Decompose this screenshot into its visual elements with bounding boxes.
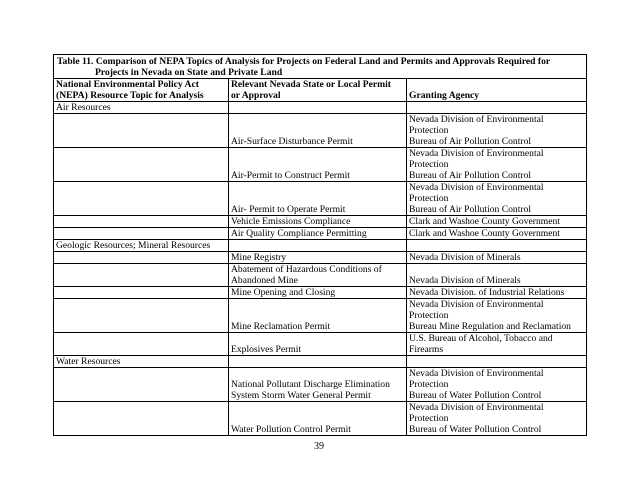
cell-topic [54, 228, 229, 240]
cell-topic [54, 240, 229, 252]
cell-line: System Storm Water General Permit [231, 390, 371, 401]
cell-agency [407, 182, 587, 216]
cell-agency [407, 114, 587, 148]
cell-line: Protection [409, 310, 449, 321]
cell-line: Nevada Division. of Industrial Relations [409, 287, 565, 298]
cell-topic [54, 148, 229, 182]
cell-permit [229, 102, 407, 114]
cell-topic [54, 264, 229, 287]
header-line: (NEPA) Resource Topic for Analysis [56, 90, 204, 101]
cell-permit [229, 368, 407, 402]
cell-line: Air- Permit to Operate Permit [231, 204, 346, 215]
table-row [54, 228, 587, 240]
cell-line: Water Pollution Control Permit [231, 424, 351, 435]
comparison-table [53, 54, 587, 436]
table-row [54, 264, 587, 287]
cell-permit [229, 182, 407, 216]
cell-line: Protection [409, 159, 449, 170]
cell-line: Mine Reclamation Permit [231, 321, 331, 332]
cell-line: Bureau of Air Pollution Control [409, 136, 532, 147]
cell-line: Nevada Division of Environmental [409, 368, 544, 379]
table-row [54, 287, 587, 299]
cell-line: Nevada Division of Environmental [409, 402, 544, 413]
cell-topic [54, 287, 229, 299]
cell-line: Air Resources [56, 102, 111, 113]
cell-permit [229, 240, 407, 252]
header-nepa-topic [54, 79, 229, 102]
category-row [54, 102, 587, 114]
table-row [54, 114, 587, 148]
page-number: 39 [314, 441, 324, 452]
cell-line: Explosives Permit [231, 344, 302, 355]
header-agency [407, 79, 587, 102]
cell-agency [407, 148, 587, 182]
cell-permit [229, 252, 407, 264]
cell-agency [407, 264, 587, 287]
cell-permit [229, 148, 407, 182]
cell-line: Air Quality Compliance Permitting [231, 228, 367, 239]
cell-line: Nevada Division of Environmental [409, 114, 544, 125]
table-row [54, 299, 587, 333]
cell-line: U.S. Bureau of Alcohol, Tobacco and [409, 333, 553, 344]
cell-agency [407, 356, 587, 368]
cell-line: Protection [409, 193, 449, 204]
cell-topic [54, 402, 229, 436]
cell-line: Bureau of Air Pollution Control [409, 170, 532, 181]
cell-permit [229, 216, 407, 228]
table-caption [54, 55, 587, 79]
cell-agency [407, 287, 587, 299]
cell-line: Air-Surface Disturbance Permit [231, 136, 353, 147]
table-caption-row [54, 55, 587, 79]
cell-topic [54, 333, 229, 356]
cell-line: Nevada Division of Environmental [409, 299, 544, 310]
cell-agency [407, 333, 587, 356]
header-permit [229, 79, 407, 102]
cell-permit [229, 402, 407, 436]
cell-agency [407, 252, 587, 264]
cell-topic [54, 102, 229, 114]
cell-line: Abatement of Hazardous Conditions of [231, 264, 382, 275]
table-row [54, 368, 587, 402]
table-row [54, 333, 587, 356]
cell-line: Nevada Division of Environmental [409, 148, 544, 159]
cell-line: Protection [409, 379, 449, 390]
cell-line: Vehicle Emissions Compliance [231, 216, 351, 227]
cell-line: Clark and Washoe County Government [409, 216, 560, 227]
cell-topic [54, 114, 229, 148]
table-row [54, 252, 587, 264]
cell-agency [407, 368, 587, 402]
cell-line: National Pollutant Discharge Elimination [231, 379, 390, 390]
cell-topic [54, 216, 229, 228]
cell-agency [407, 240, 587, 252]
cell-topic [54, 252, 229, 264]
cell-permit [229, 114, 407, 148]
table-row [54, 216, 587, 228]
cell-agency [407, 102, 587, 114]
cell-permit [229, 228, 407, 240]
cell-line: Geologic Resources; Mineral Resources [56, 240, 211, 251]
table-row [54, 182, 587, 216]
cell-line: Firearms [409, 344, 444, 355]
category-row [54, 356, 587, 368]
header-line: Granting Agency [409, 90, 480, 101]
cell-agency [407, 402, 587, 436]
caption-line-1: Table 11. Comparison of NEPA Topics of Analysis for Projects on Federal Land and Permits and Approvals Required for [57, 56, 551, 67]
cell-line: Bureau of Air Pollution Control [409, 204, 532, 215]
cell-line: Air-Permit to Construct Permit [231, 170, 350, 181]
cell-line: Water Resources [56, 356, 121, 367]
table-row [54, 148, 587, 182]
header-line: Relevant Nevada State or Local Permit [231, 79, 391, 90]
cell-agency [407, 216, 587, 228]
cell-line: Abandoned Mine [231, 275, 298, 286]
cell-agency [407, 299, 587, 333]
cell-line: Bureau of Water Pollution Control [409, 390, 542, 401]
cell-line: Nevada Division of Minerals [409, 275, 521, 286]
cell-line: Mine Opening and Closing [231, 287, 336, 298]
header-row [54, 79, 587, 102]
cell-permit [229, 264, 407, 287]
cell-permit [229, 299, 407, 333]
cell-permit [229, 333, 407, 356]
table-body [54, 55, 587, 436]
cell-line: Bureau Mine Regulation and Reclamation [409, 321, 571, 332]
cell-permit [229, 356, 407, 368]
cell-topic [54, 299, 229, 333]
header-line: National Environmental Policy Act [56, 79, 199, 90]
caption-line-2: Projects in Nevada on State and Private Land [95, 67, 283, 78]
table-row [54, 402, 587, 436]
cell-agency [407, 228, 587, 240]
cell-topic [54, 368, 229, 402]
cell-topic [54, 356, 229, 368]
cell-line: Nevada Division of Minerals [409, 252, 521, 263]
cell-line: Bureau of Water Pollution Control [409, 424, 542, 435]
cell-line: Clark and Washoe County Government [409, 228, 560, 239]
cell-line: Protection [409, 413, 449, 424]
cell-line: Mine Registry [231, 252, 287, 263]
cell-topic [54, 182, 229, 216]
header-line: or Approval [231, 90, 281, 101]
cell-line: Nevada Division of Environmental [409, 182, 544, 193]
cell-line: Protection [409, 125, 449, 136]
category-row [54, 240, 587, 252]
cell-permit [229, 287, 407, 299]
